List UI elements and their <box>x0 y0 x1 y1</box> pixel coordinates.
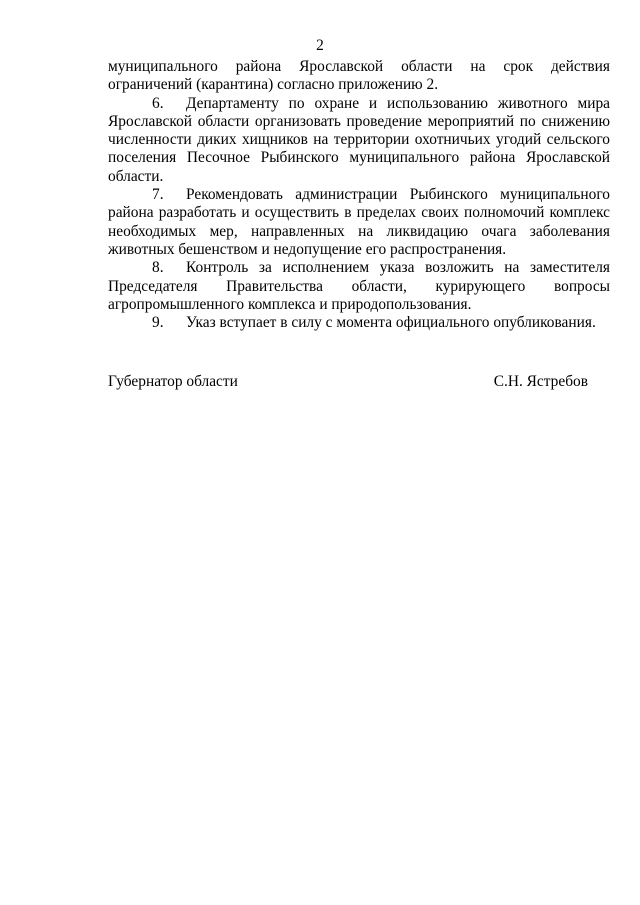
signatory-name: С.Н. Ястребов <box>493 373 588 390</box>
paragraph-number: 9. <box>152 314 164 332</box>
paragraph-item-9 <box>108 314 610 332</box>
paragraph-text: муниципального района Ярославской области на срок действия ограничений (карантина) согласно приложению 2. <box>108 58 610 94</box>
paragraph-continuation <box>108 58 610 95</box>
page-number: 2 <box>316 37 324 54</box>
paragraph-number: 7. <box>152 186 164 204</box>
paragraph-text: Департаменту по охране и использованию животного мира Ярославской области организовать проведение мероприятий по снижению численности диких хищников на территории охотничьих угодий сельского поселения Песочное Рыбинского муниципального района Ярославской области. <box>108 94 610 185</box>
signatory-position: Губернатор области <box>108 373 238 390</box>
paragraph-number: 6. <box>152 94 164 112</box>
paragraph-item-7 <box>108 186 610 259</box>
paragraph-text: Указ вступает в силу с момента официального опубликования. <box>186 314 596 332</box>
signature-block <box>108 373 588 391</box>
paragraph-text: Рекомендовать администрации Рыбинского муниципального района разработать и осуществить в пределах своих полномочий комплекс необходимых мер, направленных на ликвидацию очага заболевания животных бешенством и недопущение его распространения. <box>108 186 610 258</box>
paragraph-number: 8. <box>152 259 164 277</box>
paragraph-item-6 <box>108 95 610 186</box>
document-body <box>108 58 610 332</box>
paragraph-text: Контроль за исполнением указа возложить на заместителя Председателя Правительства области, курирующего вопросы агропромышленного комплекса и природопользования. <box>108 259 610 313</box>
paragraph-item-8 <box>108 259 610 314</box>
